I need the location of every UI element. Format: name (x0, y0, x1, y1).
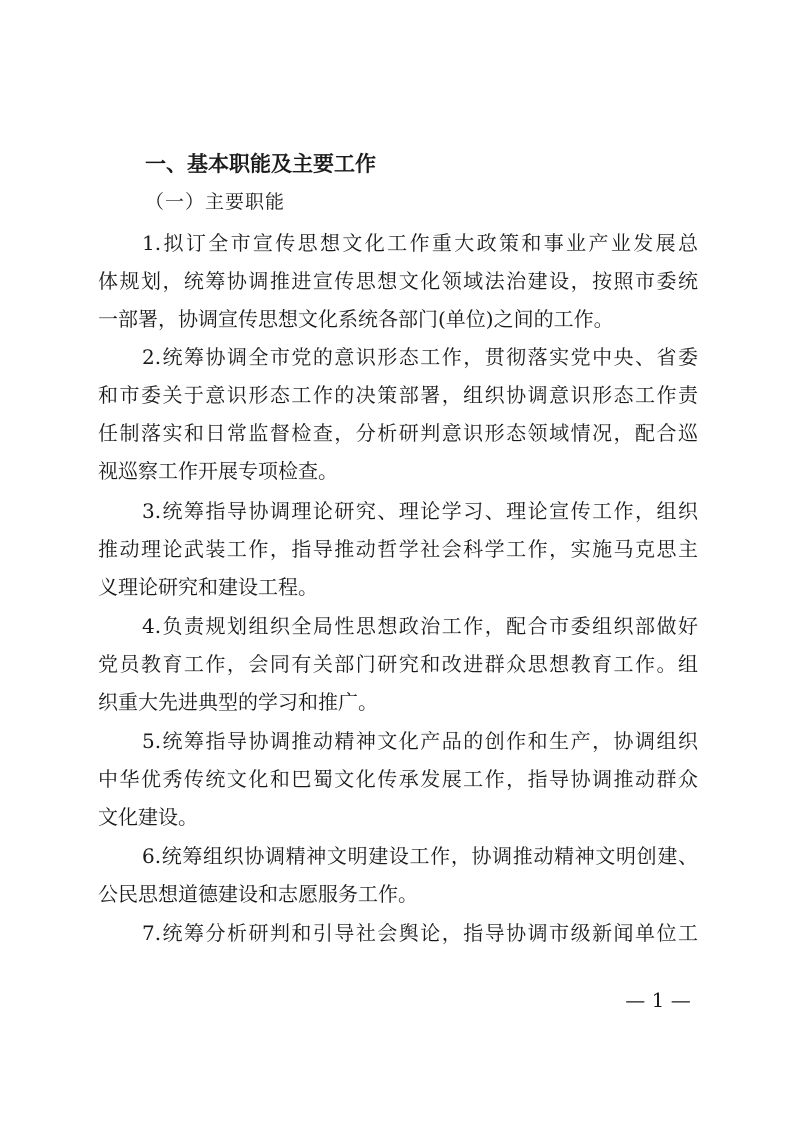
paragraph-line: 和市委关于意识形态工作的决策部署，组织协调意识形态工作责 (98, 383, 698, 407)
paragraph-line: 2.统筹协调全市党的意识形态工作，贯彻落实党中央、省委 (142, 345, 698, 369)
paragraph-line: 6.统筹组织协调精神文明建设工作，协调推动精神文明创建、 (142, 844, 698, 868)
paragraph-line: 3.统筹指导协调理论研究、理论学习、理论宣传工作，组织 (142, 499, 698, 523)
paragraph-line: 义理论研究和建设工程。 (98, 575, 318, 599)
paragraph-line: 公民思想道德建设和志愿服务工作。 (98, 882, 418, 906)
paragraph-line: 5.统筹指导协调推动精神文化产品的创作和生产，协调组织 (142, 729, 698, 753)
paragraph-line: 中华优秀传统文化和巴蜀文化传承发展工作，指导协调推动群众 (98, 767, 698, 791)
paragraph-line: 7.统筹分析研判和引导社会舆论，指导协调市级新闻单位工 (142, 921, 698, 945)
paragraph-line: 织重大先进典型的学习和推广。 (98, 690, 378, 714)
paragraph-line: 视巡察工作开展专项检查。 (98, 459, 338, 483)
page-number: — 1 — (625, 988, 691, 1012)
paragraph-line: 文化建设。 (98, 805, 198, 829)
subsection-heading: （一）主要职能 (145, 191, 286, 213)
section-heading: 一、基本职能及主要工作 (145, 152, 376, 176)
paragraph-line: 任制落实和日常监督检查，分析研判意识形态领域情况，配合巡 (98, 421, 698, 445)
paragraph-line: 4.负责规划组织全局性思想政治工作，配合市委组织部做好 (142, 614, 698, 638)
paragraph-line: 一部署，协调宣传思想文化系统各部门(单位)之间的工作。 (98, 307, 614, 331)
paragraph-line: 1.拟订全市宣传思想文化工作重大政策和事业产业发展总 (142, 231, 698, 255)
paragraph-line: 体规划，统筹协调推进宣传思想文化领域法治建设，按照市委统 (98, 269, 698, 293)
paragraph-line: 推动理论武装工作，指导推动哲学社会科学工作，实施马克思主 (98, 537, 698, 561)
paragraph-line: 党员教育工作，会同有关部门研究和改进群众思想教育工作。组 (98, 652, 698, 676)
